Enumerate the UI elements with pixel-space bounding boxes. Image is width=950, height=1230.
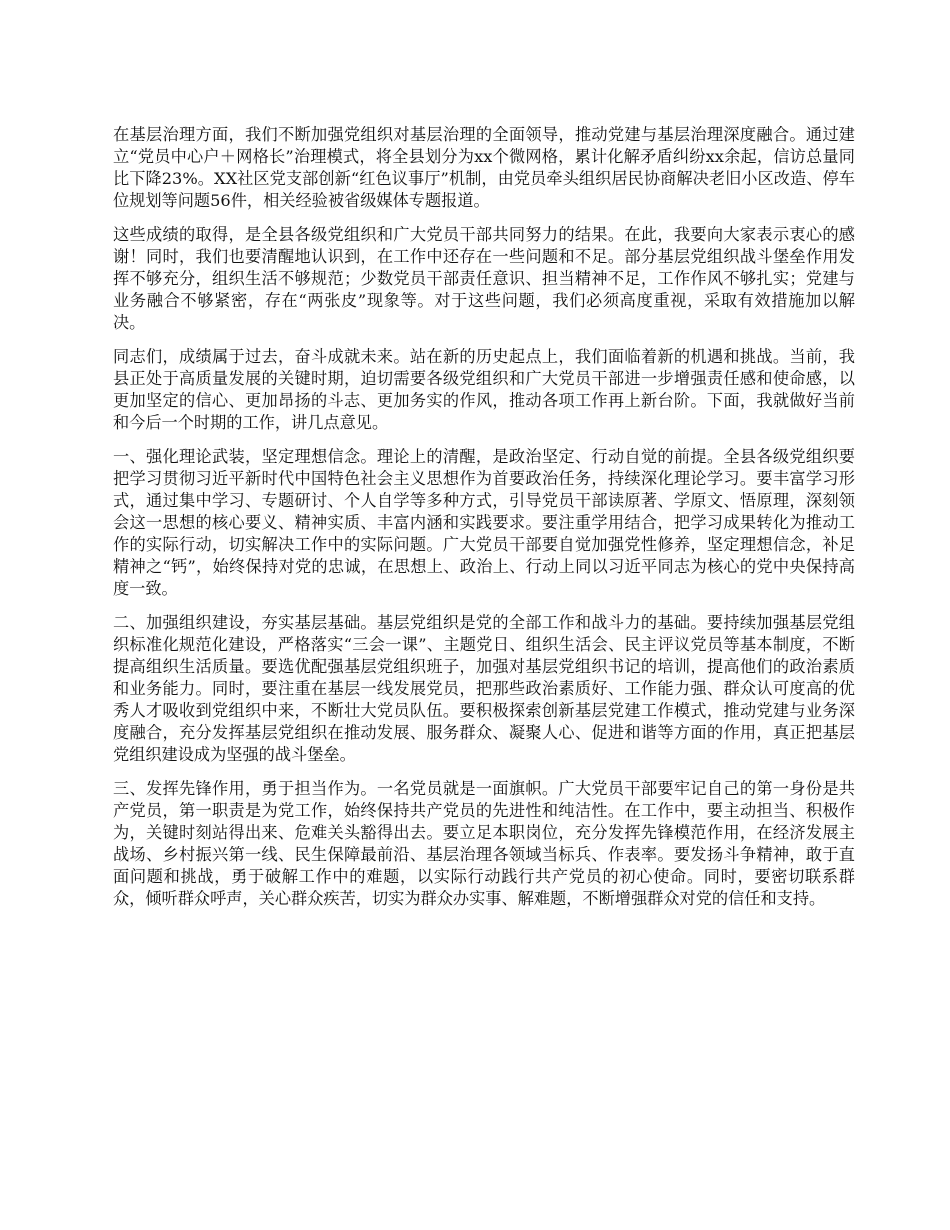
paragraph-grassroots-governance: 在基层治理方面，我们不断加强党组织对基层治理的全面领导，推动党建与基层治理深度融合。通过建立“党员中心户＋网格长”治理模式，将全县划分为xx个微网格，累计化解矛盾纠纷xx余起，信访总量同比下降23%。XX社区党支部创新“红色议事厅”机制，由党员牵头组织居民协商解决老旧小区改造、停车位规划等问题56件，相关经验被省级媒体专题报道。 <box>113 125 855 210</box>
paragraph-achievements-and-shortcomings: 这些成绩的取得，是全县各级党组织和广大党员干部共同努力的结果。在此，我要向大家表示衷心的感谢！同时，我们也要清醒地认识到，在工作中还存在一些问题和不足。部分基层党组织战斗堡垒作用发挥不够充分，组织生活不够规范；少数党员干部责任意识、担当精神不足，工作作风不够扎实；党建与业务融合不够紧密，存在“两张皮”现象等。对于这些问题，我们必须高度重视，采取有效措施加以解决。 <box>113 225 855 332</box>
document-body <box>113 124 855 922</box>
paragraph-transition: 同志们，成绩属于过去，奋斗成就未来。站在新的历史起点上，我们面临着新的机遇和挑战。当前，我县正处于高质量发展的关键时期，迫切需要各级党组织和广大党员干部进一步增强责任感和使命感，以更加坚定的信心、更加昂扬的斗志、更加务实的作风，推动各项工作再上新台阶。下面，我就做好当前和今后一个时期的工作，讲几点意见。 <box>113 347 855 432</box>
paragraph-point-two-organization: 二、加强组织建设，夯实基层基础。基层党组织是党的全部工作和战斗力的基础。要持续加强基层党组织标准化规范化建设，严格落实“三会一课”、主题党日、组织生活会、民主评议党员等基本制度，不断提高组织生活质量。要选优配强基层党组织班子，加强对基层党组织书记的培训，提高他们的政治素质和业务能力。同时，要注重在基层一线发展党员，把那些政治素质好、工作能力强、群众认可度高的优秀人才吸收到党组织中来，不断壮大党员队伍。要积极探索创新基层党建工作模式，推动党建与业务深度融合，充分发挥基层党组织在推动发展、服务群众、凝聚人心、促进和谐等方面的作用，真正把基层党组织建设成为坚强的战斗堡垒。 <box>113 613 855 764</box>
paragraph-point-one-theory: 一、强化理论武装，坚定理想信念。理论上的清醒，是政治坚定、行动自觉的前提。全县各级党组织要把学习贯彻习近平新时代中国特色社会主义思想作为首要政治任务，持续深化理论学习。要丰富学习形式，通过集中学习、专题研讨、个人自学等多种方式，引导党员干部读原著、学原文、悟原理，深刻领会这一思想的核心要义、精神实质、丰富内涵和实践要求。要注重学用结合，把学习成果转化为推动工作的实际行动，切实解决工作中的实际问题。广大党员干部要自觉加强党性修养，坚定理想信念，补足精神之“钙”，始终保持对党的忠诚，在思想上、政治上、行动上同以习近平同志为核心的党中央保持高度一致。 <box>113 447 855 598</box>
paragraph-point-three-vanguard: 三、发挥先锋作用，勇于担当作为。一名党员就是一面旗帜。广大党员干部要牢记自己的第一身份是共产党员，第一职责是为党工作，始终保持共产党员的先进性和纯洁性。在工作中，要主动担当、积极作为，关键时刻站得出来、危难关头豁得出去。要立足本职岗位，充分发挥先锋模范作用，在经济发展主战场、乡村振兴第一线、民生保障最前沿、基层治理各领域当标兵、作表率。要发扬斗争精神，敢于直面问题和挑战，勇于破解工作中的难题，以实际行动践行共产党员的初心使命。同时，要密切联系群众，倾听群众呼声，关心群众疾苦，切实为群众办实事、解难题，不断增强群众对党的信任和支持。 <box>113 779 855 908</box>
